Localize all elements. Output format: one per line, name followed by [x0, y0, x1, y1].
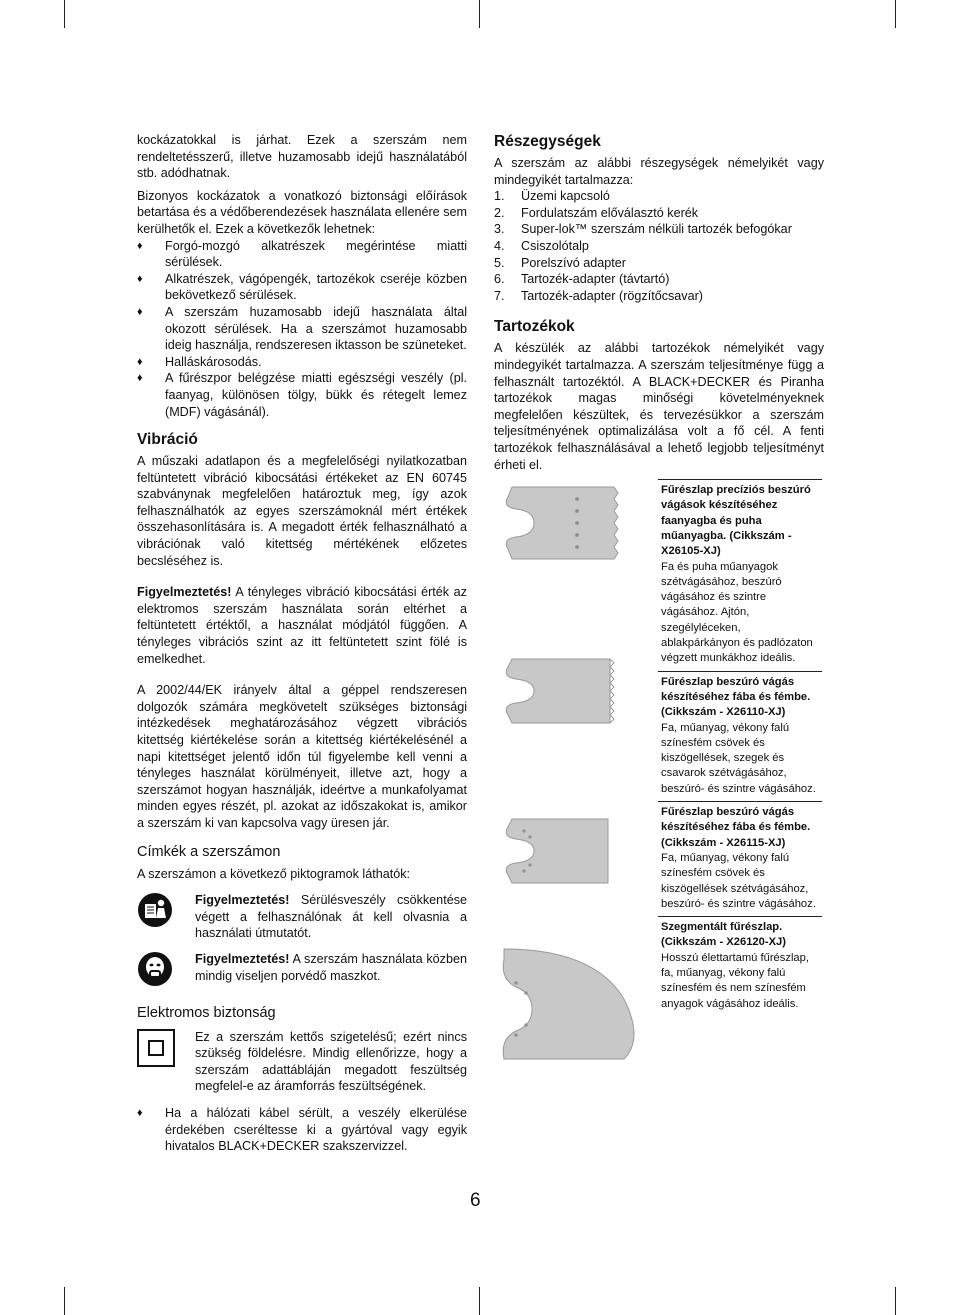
- list-item: ♦ Alkatrészek, vágópengék, tartozékok cseréje közben bekövetkező sérülések.: [137, 271, 467, 303]
- list-item: 1. Üzemi kapcsoló: [494, 189, 610, 204]
- section-title-accessories: Tartozékok: [494, 318, 575, 336]
- list-item: ♦ A fűrészpor belégzése miatti egészségi veszély (pl. faanyag, különösen tölgy, bükk és rétegelt lemez (MDF) vágásánál).: [137, 371, 467, 419]
- list-item: ♦ A szerszám huzamosabb idejű használata által okozott sérülések. Ha a szerszámot huzamosabb ideig használja, rendszeresen iktasson be szüneteket.: [137, 304, 467, 353]
- paragraph: A készülék az alábbi tartozékok némelyikét vagy mindegyikét tartalmazza. A szerszám teljesítménye függ a felhasznált tartozéktól. A BLACK+DECKER és Piranha tartozékok magas minőségi követelményeknek megfelelően készültek, és tervezésükkor a szerszám teljesítményének optimalizálása volt a fő cél. A fenti tartozékok felhasználásával a lehető legjobb teljesítményt érheti el.: [494, 341, 824, 472]
- blade-desc-x26110: Fűrészlap beszúró vágás készítéséhez fába és fémbe. (Cikkszám - X26110-XJ) Fa, műanyag, vékony falú színesfém csövek és kiszögellések, szegek és csavarok szétvágásához, beszúró- és szintre vágásához.: [658, 671, 822, 801]
- dust-mask-icon: [137, 951, 195, 992]
- warning-label: Figyelmeztetés!: [195, 893, 290, 908]
- blade-desc-x26105: Fűrészlap precíziós beszúró vágások készítéséhez faanyagba és puha műanyagba. (Cikkszám - X26105-XJ) Fa és puha műanyagok szétvágásához, beszúró vágásához és szintre vágásához. Ajtón, szegélyléceken, ablakpárkányon és padlózaton végzett munkákhoz ideális.: [658, 479, 822, 671]
- diamond-bullet-icon: ♦: [137, 372, 143, 385]
- double-insulation-icon: [137, 1029, 195, 1095]
- section-title-parts: Részegységek: [494, 133, 601, 150]
- double-insulation-row: [137, 1029, 467, 1095]
- blade-desc-x26115: Fűrészlap beszúró vágás készítéséhez fába és fémbe. (Cikkszám - X26115-XJ) Fa, műanyag, vékony falú színesfém csövek és kiszögellések szétvágásához, beszúró- és szintre vágásához.: [658, 801, 822, 916]
- pictogram-row: [137, 892, 467, 942]
- crop-mark: [479, 0, 480, 28]
- blade-desc-x26120: Szegmentált fűrészlap. (Cikkszám - X26120-XJ) Hosszú élettartamú fűrészlap, fa, műanyag, vékony falú színesfém és nem színesfém anyagok vágásához ideális.: [658, 916, 822, 1016]
- paragraph: A műszaki adatlapon és a megfelelőségi nyilatkozatban feltüntetett vibráció kibocsátási értékeket az EN 60745 szabványnak megfelelően határoztuk meg, így azok felhasználhatók az egyes szerszámoknál mért értékek összehasonlítására is. A megadott érték felhasználható a vibrációnak való kitettség mértékének előzetes becsléséhez is.: [137, 454, 467, 568]
- diamond-bullet-icon: ♦: [137, 355, 143, 368]
- list-item: 6. Tartozék-adapter (távtartó): [494, 272, 670, 287]
- blade-descriptions: [658, 479, 822, 1074]
- list-item: 4. Csiszolótalp: [494, 238, 589, 253]
- blade-table: [494, 479, 824, 1074]
- paragraph: Bizonyos kockázatok a vonatkozó biztonsági előírások betartása és a védőberendezések használata ellenére sem kerülhetők el. Ezek a következők lehetnek:: [137, 188, 467, 236]
- crop-mark: [64, 1287, 65, 1315]
- list-item: ♦ Ha a hálózati kábel sérült, a veszély elkerülése érdekében cseréltesse ki a gyártóval vagy egyik hivatalos BLACK+DECKER szakszervizzel.: [137, 1105, 467, 1154]
- blade-images: [494, 479, 658, 1074]
- list-item: 3. Super-lok™ szerszám nélküli tartozék befogókar: [494, 222, 792, 237]
- crop-mark: [895, 1287, 896, 1315]
- list-item: 7. Tartozék-adapter (rögzítőcsavar): [494, 288, 703, 303]
- crop-mark: [895, 0, 896, 28]
- list-item: ♦ Halláskárosodás.: [137, 354, 262, 369]
- paragraph: A szerszám az alábbi részegységek némelyikét vagy mindegyikét tartalmazza:: [494, 156, 824, 187]
- page-number: 6: [470, 1190, 481, 1211]
- paragraph: A 2002/44/EK irányelv által a géppel rendszeresen dolgozók számára megkövetelt szükséges biztonsági intézkedések meghatározásához végzett vibrációs kitettség kiértékelése során a kitettség kiértékelésénél a napi kitettséget jelentő időn túl figyelembe kell venni a tényleges használat körülményeit, illetve azt, hogy a szerszámot hogyan használják, ideértve a munkafolyamat minden egyes részét, pl. azokat az időszakokat is, amikor a szerszám ki van kapcsolva vagy üresen jár.: [137, 683, 467, 830]
- paragraph: Figyelmeztetés! A tényleges vibráció kibocsátási érték az elektromos szerszám használata során eltérhet a feltüntetett értéktől, a használat módjától függően. A tényleges vibrációs szint az itt feltüntetett szint fölé is emelkedhet.: [137, 585, 467, 666]
- blade-image-x26110: [506, 659, 614, 723]
- warning-label: Figyelmeztetés!: [195, 951, 290, 966]
- crop-mark: [64, 0, 65, 28]
- paragraph: Figyelmeztetés! A szerszám használata közben mindig viseljen porvédő maszkot.: [195, 951, 467, 983]
- paragraph: A szerszámon a következő piktogramok láthatók:: [137, 866, 410, 881]
- right-column: [494, 132, 824, 1074]
- section-title-vibration: Vibráció: [137, 431, 198, 449]
- diamond-bullet-icon: ♦: [137, 305, 143, 318]
- section-title-labels: Címkék a szerszámon: [137, 843, 281, 860]
- list-item: 2. Fordulatszám előválasztó kerék: [494, 205, 699, 220]
- left-column: [137, 132, 467, 1155]
- read-manual-icon: [137, 892, 195, 942]
- parts-list: [494, 188, 824, 304]
- paragraph: kockázatokkal is járhat. Ezek a szerszám nem rendeltetésszerű, illetve huzamosabb idejű használatából stb. adódhatnak.: [137, 133, 467, 181]
- diamond-bullet-icon: ♦: [137, 272, 143, 285]
- list-item: ♦ Forgó-mozgó alkatrészek megérintése miatti sérülések.: [137, 238, 467, 270]
- blade-image-x26120: [503, 949, 634, 1059]
- blade-image-x26115: [506, 819, 608, 883]
- diamond-bullet-icon: ♦: [137, 1106, 143, 1119]
- blade-image-x26105: [506, 487, 618, 559]
- paragraph: Figyelmeztetés! Sérülésveszély csökkentése végett a felhasználónak át kell olvasnia a használati útmutatót.: [195, 893, 467, 941]
- section-title-electrical: Elektromos biztonság: [137, 1004, 276, 1021]
- list-item: 5. Porelszívó adapter: [494, 255, 627, 270]
- diamond-bullet-icon: ♦: [137, 239, 143, 252]
- warning-label: Figyelmeztetés!: [137, 585, 232, 600]
- paragraph: Ez a szerszám kettős szigetelésű; ezért nincs szükség földelésre. Mindig ellenőrizze, hogy a szerszám adattábláján megadott feszültség megfelel-e az áramforrás feszültségének.: [195, 1029, 467, 1094]
- crop-mark: [479, 1287, 480, 1315]
- pictogram-row: [137, 951, 467, 992]
- risk-list: [137, 238, 467, 421]
